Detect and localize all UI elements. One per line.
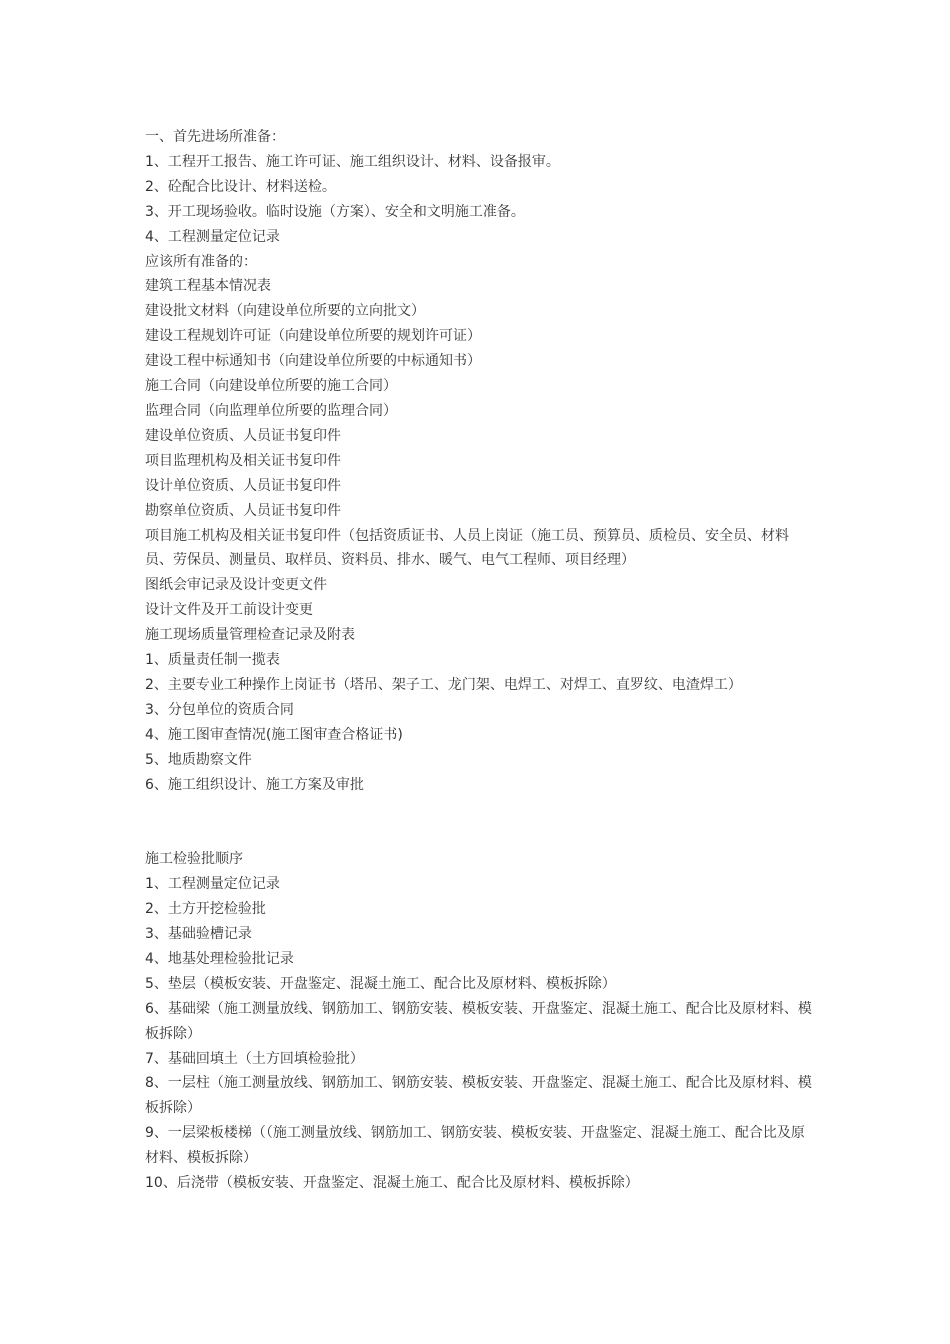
text-line: 应该所有准备的： [145,253,257,270]
text-line: 4、地基处理检验批记录 [145,950,294,967]
text-line: 4、施工图审查情况(施工图审查合格证书) [145,726,403,743]
text-line: 建设工程中标通知书（向建设单位所要的中标通知书） [145,353,481,370]
text-line: 2、主要专业工种操作上岗证书（塔吊、架子工、龙门架、电焊工、对焊工、直罗纹、电渣焊工） [145,676,742,693]
text-line: 建设批文材料（向建设单位所要的立向批文） [145,303,425,320]
text-line: 1、质量责任制一揽表 [145,652,280,669]
text-line: 图纸会审记录及设计变更文件 [145,577,327,594]
text-line: 建设单位资质、人员证书复印件 [145,427,341,444]
text-line: 6、施工组织设计、施工方案及审批 [145,776,364,793]
text-line: 1、工程开工报告、施工许可证、施工组织设计、材料、设备报审。 [145,153,560,170]
text-line: 9、一层梁板楼梯（（施工测量放线、钢筋加工、钢筋安装、模板安装、开盘鉴定、混凝土施工、配合比及原材料、模板拆除） [145,1125,805,1167]
section2-heading: 施工检验批顺序 [145,851,243,868]
text-line: 施工现场质量管理检查记录及附表 [145,627,355,644]
text-line: 7、基础回填土（土方回填检验批） [145,1050,364,1067]
text-line: 5、垫层（模板安装、开盘鉴定、混凝土施工、配合比及原材料、模板拆除） [145,975,616,992]
text-line: 项目监理机构及相关证书复印件 [145,452,341,469]
text-line: 3、开工现场验收。临时设施（方案）、安全和文明施工准备。 [145,203,525,220]
text-line: 建设工程规划许可证（向建设单位所要的规划许可证） [145,328,481,345]
section1-heading: 一、首先进场所准备： [145,129,285,145]
text-line: 4、工程测量定位记录 [145,228,280,245]
text-line: 监理合同（向监理单位所要的监理合同） [145,402,397,419]
text-line: 建筑工程基本情况表 [145,278,271,295]
text-line: 10、后浇带（模板安装、开盘鉴定、混凝土施工、配合比及原材料、模板拆除） [145,1175,639,1192]
text-line: 6、基础梁（施工测量放线、钢筋加工、钢筋安装、模板安装、开盘鉴定、混凝土施工、配合比及原材料、模板拆除） [145,1000,812,1042]
text-line: 2、土方开挖检验批 [145,901,266,918]
text-line: 3、分包单位的资质合同 [145,701,294,718]
text-line: 2、砼配合比设计、材料送检。 [145,178,336,195]
text-line: 勘察单位资质、人员证书复印件 [145,502,341,519]
text-line: 1、工程测量定位记录 [145,876,280,893]
text-line: 5、地质勘察文件 [145,751,252,768]
text-line: 设计单位资质、人员证书复印件 [145,477,341,494]
section-spacer [145,797,813,847]
text-line: 设计文件及开工前设计变更 [145,602,313,619]
text-line: 3、基础验槽记录 [145,925,252,942]
text-line: 项目施工机构及相关证书复印件（包括资质证书、人员上岗证（施工员、预算员、质检员、安全员、材料员、劳保员、测量员、取样员、资料员、排水、暖气、电气工程师、项目经理） [145,527,789,569]
document-body [145,125,813,1196]
text-line: 施工合同（向建设单位所要的施工合同） [145,378,397,395]
text-line: 8、一层柱（施工测量放线、钢筋加工、钢筋安装、模板安装、开盘鉴定、混凝土施工、配合比及原材料、模板拆除） [145,1075,812,1117]
